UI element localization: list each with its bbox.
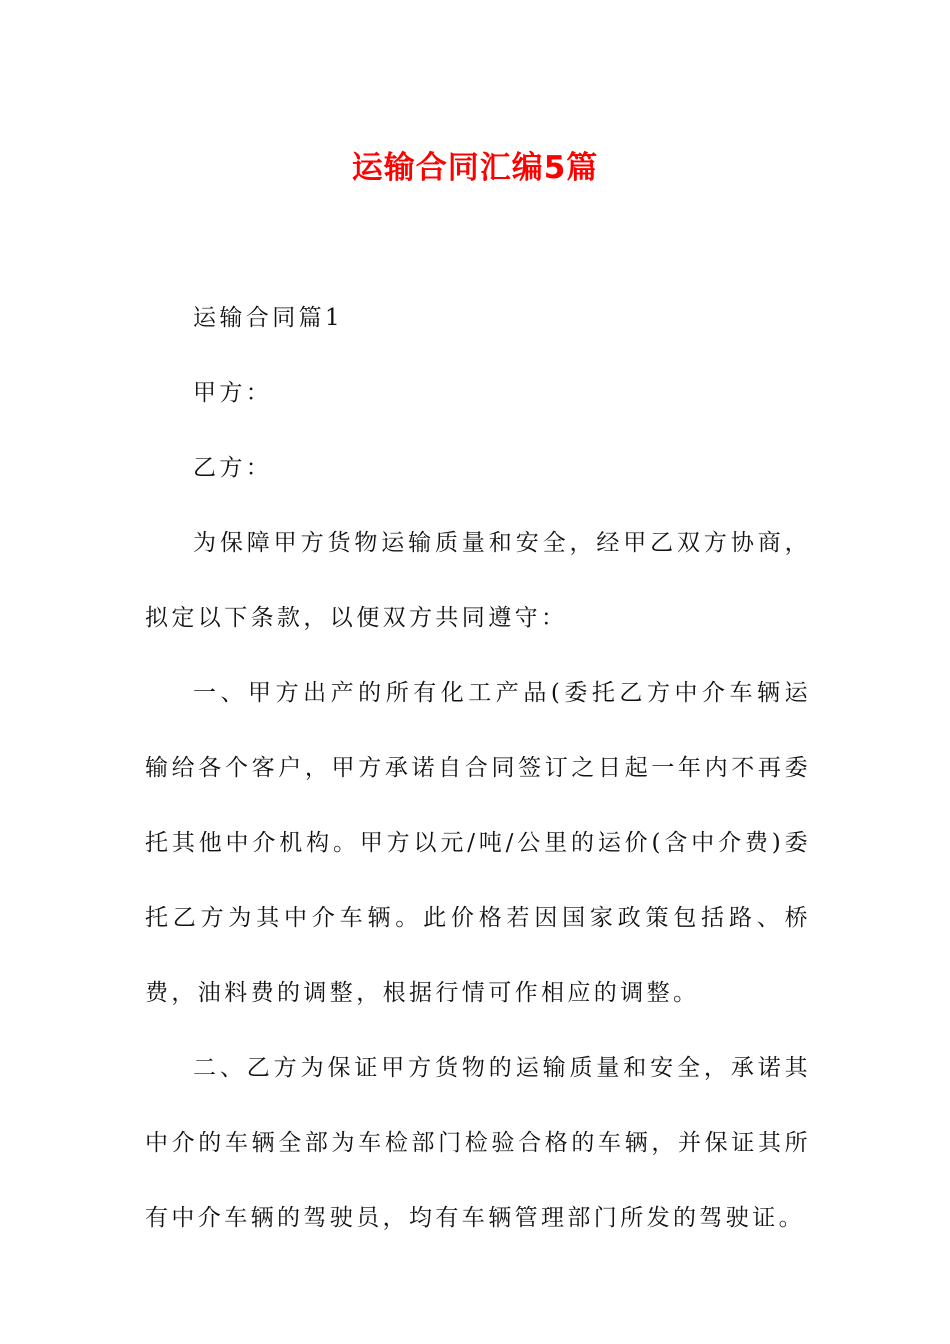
document-title: 运输合同汇编5篇 [351,150,599,186]
clause-two-paragraph: 二、乙方为保证甲方货物的运输质量和安全，承诺其中介的车辆全部为车检部门检验合格的车辆，并保证其所有中介车辆的驾驶员，均有车辆管理部门所发的驾驶证。 [145,1055,811,1231]
section-heading: 运输合同篇1 [193,305,344,331]
preamble-paragraph: 为保障甲方货物运输质量和安全，经甲乙双方协商，拟定以下条款，以便双方共同遵守： [145,530,811,631]
party-a-label: 甲方： [193,380,273,406]
document-body [145,281,811,1256]
party-b-label: 乙方： [193,455,273,481]
clause-one-paragraph: 一、甲方出产的所有化工产品(委托乙方中介车辆运输给各个客户，甲方承诺自合同签订之日起一年内不再委托其他中介机构。甲方以元/吨/公里的运价(含中介费)委托乙方为其中介车辆。此价格若因国家政策包括路、桥费，油料费的调整，根据行情可作相应的调整。 [145,680,811,1006]
